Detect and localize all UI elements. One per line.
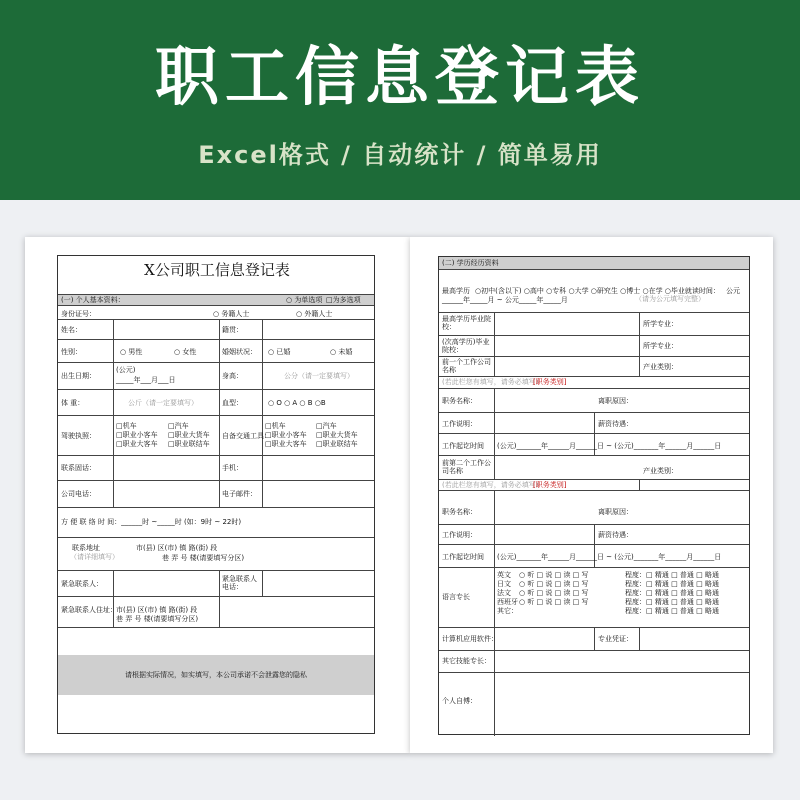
- transport-car[interactable]: □汽车: [316, 422, 337, 430]
- marital-label: 婚姻状况：: [222, 348, 257, 356]
- lang-english: 英文: [497, 571, 511, 579]
- other-skills-label: 其它技能专长：: [442, 657, 491, 665]
- page-title: 职工信息登记表: [155, 41, 645, 115]
- leave-reason-label-2: 离职原因：: [598, 508, 633, 516]
- form-page-right: [410, 237, 773, 753]
- work-period-1[interactable]: (公元)_______年______月______日 ~ (公元)_______年______月______日: [497, 442, 722, 450]
- industry-label-1: 产业类别：: [643, 363, 678, 371]
- lang-french-skills[interactable]: ○ 听 □ 说 □ 读 □ 写: [519, 589, 589, 597]
- native-option[interactable]: ○ 务籍人士: [213, 310, 250, 318]
- self-intro-label: 个人自傅：: [442, 697, 477, 705]
- address-label: 联系地址: [72, 544, 100, 552]
- lang-japanese: 日文: [497, 580, 511, 588]
- edu-hint: （请为公元填写完整）: [635, 295, 705, 303]
- edu-dates[interactable]: ______年_____月 ~ 公元_____年_____月: [442, 296, 568, 304]
- lang-other-level[interactable]: 程度：□ 精通 □ 普通 □ 略通: [625, 607, 719, 615]
- company-phone-label: 公司电话：: [61, 490, 96, 498]
- transport-moto[interactable]: □机车: [265, 422, 286, 430]
- work-period-2[interactable]: (公元)_______年______月______日 ~ (公元)_______年______月______日: [497, 553, 722, 561]
- phone-label: 联系固话：: [61, 464, 96, 472]
- cert-label: 专业凭证：: [598, 635, 633, 643]
- id-label: 身份证号：: [61, 310, 96, 318]
- lang-french-level[interactable]: 程度：□ 精通 □ 普通 □ 略通: [625, 589, 719, 597]
- emergency-label: 紧急联系人：: [61, 580, 103, 588]
- school-label-2: (次高学历)毕业院校：: [442, 338, 490, 354]
- position-label-1: 职务名称：: [442, 397, 477, 405]
- unmarried-option[interactable]: ○ 未婚: [330, 348, 353, 356]
- license-large-bus[interactable]: □职业大客车: [116, 440, 158, 448]
- blood-label: 血型：: [222, 399, 243, 407]
- lang-english-level[interactable]: 程度：□ 精通 □ 普通 □ 略通: [625, 571, 719, 579]
- lang-french: 法文: [497, 589, 511, 597]
- license-trailer[interactable]: □职业联结车: [168, 440, 210, 448]
- multi-choice-hint: □为多选项: [326, 296, 361, 304]
- transport-small-bus[interactable]: □职业小客车: [265, 431, 307, 439]
- major-label-1: 所学专业：: [643, 320, 678, 328]
- lang-spanish: 西班牙: [497, 598, 518, 606]
- job-type-hint-1: [职务类别]: [533, 378, 567, 386]
- lang-spanish-level[interactable]: 程度：□ 精通 □ 普通 □ 略通: [625, 598, 719, 606]
- prev-company-label: 前一个工作公司名称: [442, 358, 491, 374]
- form-page-left: [25, 237, 410, 753]
- work-period-label-2: 工作起讫时间: [442, 553, 484, 561]
- height-label: 身高：: [222, 372, 243, 380]
- banner: [0, 0, 800, 200]
- salary-label-1: 薪资待遇：: [598, 420, 633, 428]
- edu-ad: 公元: [726, 287, 740, 295]
- major-label-2: 所学专业：: [643, 342, 678, 350]
- license-moto[interactable]: □机车: [116, 422, 137, 430]
- emergency-addr-line2[interactable]: 巷 弄 号 楼(请要填写分区): [116, 615, 199, 623]
- salary-label-2: 薪资待遇：: [598, 531, 633, 539]
- lang-japanese-level[interactable]: 程度：□ 精通 □ 普通 □ 略通: [625, 580, 719, 588]
- form-title: X公司职工信息登记表: [144, 261, 290, 279]
- emergency-phone-label: 紧急联系人电话：: [222, 575, 257, 591]
- education-sheet: [438, 256, 750, 735]
- height-hint: 公分（请一定要填写）: [284, 372, 354, 380]
- license-truck[interactable]: □职业大货车: [168, 431, 210, 439]
- transport-large-bus[interactable]: □职业大客车: [265, 440, 307, 448]
- address-line2[interactable]: 巷 弄 号 楼(请要填写分区): [162, 554, 245, 562]
- license-small-bus[interactable]: □职业小客车: [116, 431, 158, 439]
- birth-date[interactable]: _____年___月___日: [116, 376, 176, 384]
- married-option[interactable]: ○ 已婚: [268, 348, 291, 356]
- position-label-2: 职务名称：: [442, 508, 477, 516]
- mobile-label: 手机：: [222, 464, 243, 472]
- section-edu: (二) 学历经历资料: [442, 259, 499, 267]
- name-label: 姓名：: [61, 326, 82, 334]
- privacy-note: 请根据实际情况，如实填写，本公司承诺不会泄露您的隐私: [125, 671, 307, 679]
- leave-reason-label-1: 离职原因：: [598, 397, 633, 405]
- lang-japanese-skills[interactable]: ○ 听 □ 说 □ 读 □ 写: [519, 580, 589, 588]
- transport-truck[interactable]: □职业大货车: [316, 431, 358, 439]
- personal-info-sheet: [57, 255, 375, 734]
- male-option[interactable]: ○ 男性: [120, 348, 143, 356]
- lang-english-skills[interactable]: ○ 听 □ 说 □ 读 □ 写: [519, 571, 589, 579]
- transport-trailer[interactable]: □职业联结车: [316, 440, 358, 448]
- prev2-company-label: 前第二个工作公司名称: [442, 459, 491, 475]
- transport-label: 自备交通工具：: [222, 432, 271, 440]
- language-label: 语言专长: [442, 593, 470, 601]
- address-line1[interactable]: 市(县) 区(市) 镇 路(街) 段: [136, 544, 218, 552]
- lang-other: 其它：: [497, 607, 518, 615]
- foreign-option[interactable]: ○ 外籍人士: [296, 310, 333, 318]
- fill-hint-1: (若此栏您有填写，请务必填写): [442, 378, 539, 386]
- email-label: 电子邮件：: [222, 490, 257, 498]
- edu-options[interactable]: ○初中(含以下) ○高中 ○专科 ○大学 ○研究生 ○博士 ○在学 ○毕业就读时间：: [475, 287, 720, 295]
- address-hint: （请详细填写）: [70, 553, 119, 561]
- fill-hint-2: (若此栏您有填写，请务必填写): [442, 481, 539, 489]
- page-subtitle: Excel格式 / 自动统计 / 简单易用: [198, 141, 602, 169]
- job-desc-label-2: 工作说明：: [442, 531, 477, 539]
- job-desc-label-1: 工作说明：: [442, 420, 477, 428]
- emergency-addr-line1[interactable]: 市(县) 区(市) 镇 路(街) 段: [116, 606, 198, 614]
- computer-label: 计算机应用软件：: [442, 635, 498, 643]
- lang-spanish-skills[interactable]: ○ 听 □ 说 □ 读 □ 写: [519, 598, 589, 606]
- female-option[interactable]: ○ 女性: [174, 348, 197, 356]
- contact-time[interactable]: 方 便 联 络 时 间：______时 ~_____时 (如：9时 ~ 22时): [61, 518, 242, 526]
- edu-label: 最高学历: [442, 287, 470, 295]
- industry-label-2: 产业类别：: [643, 467, 678, 475]
- school-label-1: 最高学历毕业院校：: [442, 315, 491, 331]
- weight-hint: 公斤（请一定要填写）: [128, 399, 198, 407]
- license-label: 驾驶执照：: [61, 432, 96, 440]
- single-choice-hint: ○ 为单选项: [286, 296, 323, 304]
- section-personal: (一) 个人基本资料：: [61, 296, 125, 304]
- license-car[interactable]: □汽车: [168, 422, 189, 430]
- gender-label: 性别：: [61, 348, 82, 356]
- origin-label: 籍贯：: [222, 326, 243, 334]
- emergency-addr-label: 紧急联系人住址：: [61, 606, 117, 614]
- birth-label: 出生日期：: [61, 372, 96, 380]
- job-type-hint-2: [职务类别]: [533, 481, 567, 489]
- work-period-label-1: 工作起讫时间: [442, 442, 484, 450]
- blood-options[interactable]: ○ O ○ A ○ B ○B: [268, 399, 326, 407]
- birth-ad: (公元): [116, 366, 136, 374]
- weight-label: 体 重：: [61, 399, 85, 407]
